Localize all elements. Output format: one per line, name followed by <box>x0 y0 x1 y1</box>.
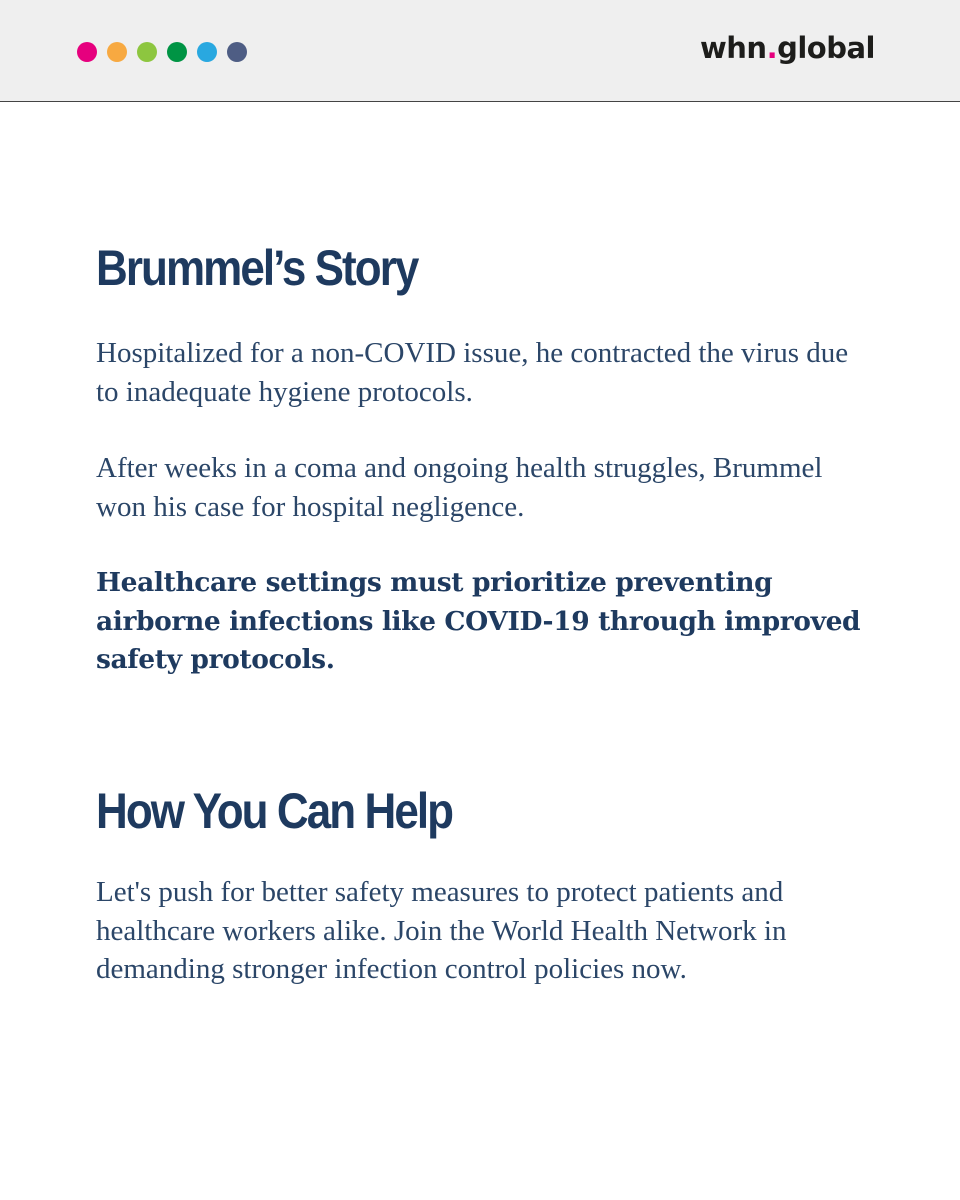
logo-dot: . <box>766 31 778 65</box>
dot-orange <box>107 42 127 62</box>
story-emphasis: Healthcare settings must prioritize preventing airborne infections like COVID-19 through improved safety protocols. <box>96 567 861 675</box>
header-bar <box>0 0 960 102</box>
dot-slate <box>227 42 247 62</box>
brand-dots <box>77 42 247 62</box>
dot-blue <box>197 42 217 62</box>
logo-suffix: global <box>777 31 875 65</box>
dot-light-green <box>137 42 157 62</box>
dot-green <box>167 42 187 62</box>
story-paragraph-1: Hospitalized for a non-COVID issue, he contracted the virus due to inadequate hygiene protocols. <box>96 337 849 408</box>
story-heading: Brummel’s Story <box>96 240 418 296</box>
logo-prefix: whn <box>699 31 767 65</box>
help-heading: How You Can Help <box>96 783 453 839</box>
whn-logo <box>700 31 875 65</box>
dot-magenta <box>77 42 97 62</box>
story-paragraph-2: After weeks in a coma and ongoing health struggles, Brummel won his case for hospital negligence. <box>96 452 823 523</box>
help-paragraph: Let's push for better safety measures to protect patients and healthcare workers alike. Join the World Health Network in demanding stronger infection control policies now. <box>96 876 787 985</box>
